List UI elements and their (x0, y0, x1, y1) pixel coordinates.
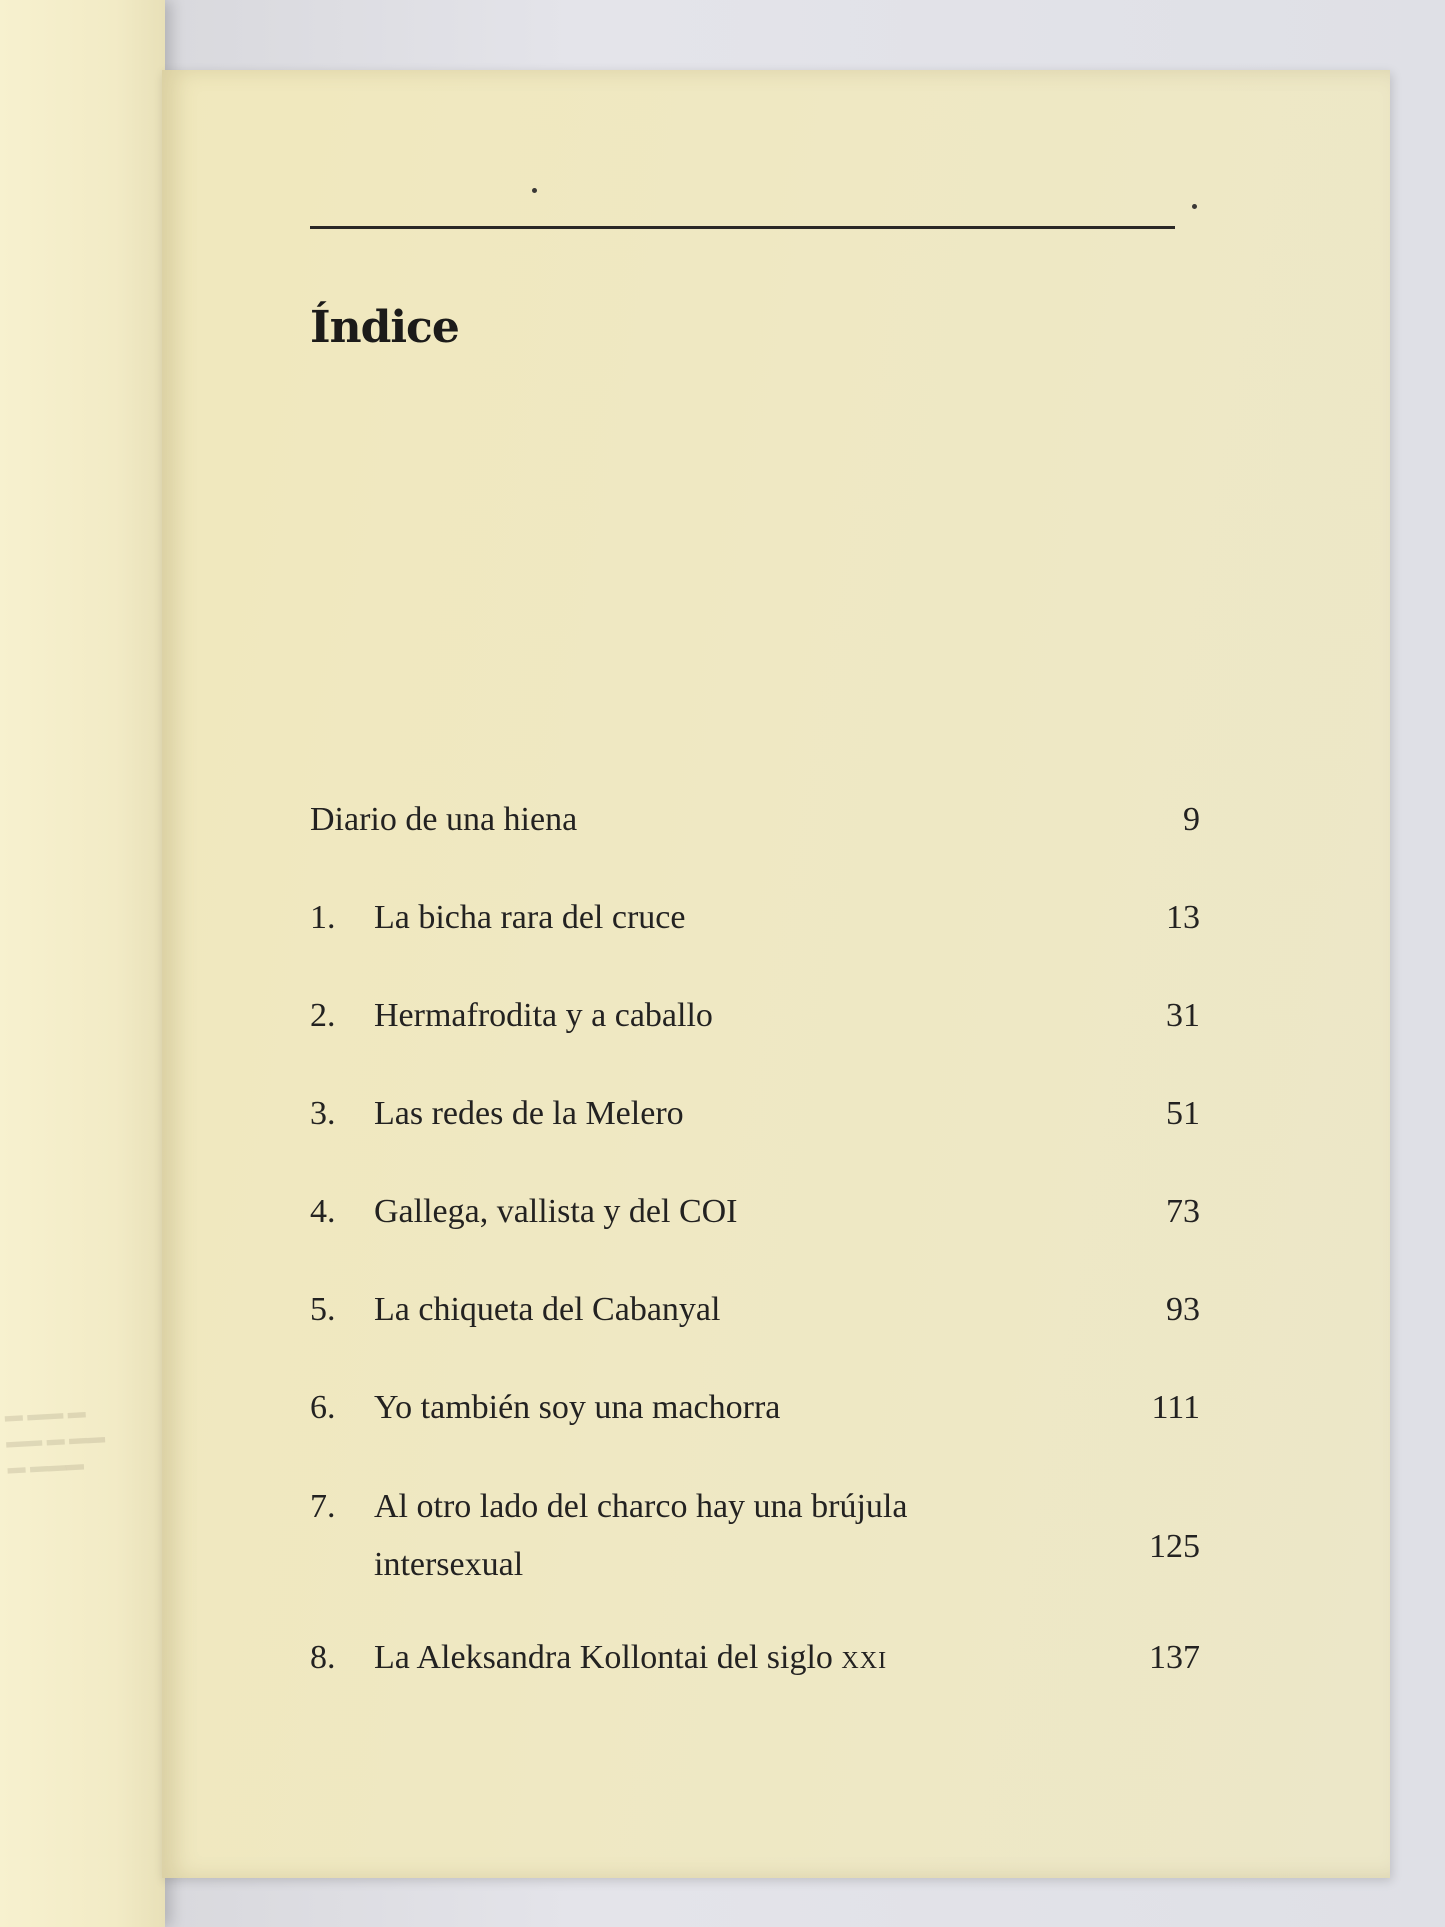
toc-entry (310, 1182, 1200, 1242)
entry-title: Hermafrodita y a caballo (374, 997, 713, 1034)
speck (1192, 204, 1197, 209)
toc-entry (310, 1378, 1200, 1438)
entry-page: 125 (1149, 1528, 1200, 1565)
toc-entry (310, 986, 1200, 1046)
toc-list (310, 790, 1200, 1688)
entry-page: 73 (1166, 1193, 1200, 1230)
entry-title (374, 1478, 1120, 1594)
entry-number: 4. (310, 1193, 336, 1230)
entry-title: Gallega, vallista y del COI (374, 1193, 738, 1230)
entry-page: 31 (1166, 997, 1200, 1034)
entry-number: 3. (310, 1095, 336, 1132)
toc-entry (310, 1084, 1200, 1144)
toc-page (162, 70, 1390, 1878)
entry-number: 7. (310, 1488, 336, 1525)
entry-number: 8. (310, 1639, 336, 1676)
entry-number: 5. (310, 1291, 336, 1328)
entry-title-text: La Aleksandra Kollontai del siglo (374, 1639, 833, 1676)
toc-entry (310, 1628, 1200, 1688)
entry-page: 93 (1166, 1291, 1200, 1328)
entry-title: Las redes de la Melero (374, 1095, 684, 1132)
entry-number: 1. (310, 899, 336, 936)
speck (532, 188, 537, 193)
toc-entry (310, 1478, 1200, 1594)
entry-title-line: Al otro lado del charco hay una brújula (374, 1488, 908, 1525)
entry-page: 9 (1183, 801, 1200, 838)
entry-page: 51 (1166, 1095, 1200, 1132)
entry-title: Yo también soy una machorra (374, 1389, 781, 1426)
entry-number: 6. (310, 1389, 336, 1426)
entry-page: 13 (1166, 899, 1200, 936)
entry-title: La chiqueta del Cabanyal (374, 1291, 721, 1328)
toc-entry (310, 888, 1200, 948)
entry-title: La bicha rara del cruce (374, 899, 686, 936)
entry-title (374, 1628, 1120, 1688)
roman-numeral: xxi (841, 1639, 888, 1676)
bleed-through-text: ▬ ▬▬ ▬ ▬▬ ▬ ▬▬ ▬ ▬▬▬ (4, 1401, 106, 1478)
entry-number: 2. (310, 997, 336, 1034)
entry-page: 111 (1151, 1389, 1200, 1426)
entry-title: Diario de una hiena (310, 801, 578, 838)
header-rule (310, 226, 1175, 229)
toc-entry (310, 1280, 1200, 1340)
left-page (0, 0, 165, 1927)
page-title: Índice (310, 302, 459, 353)
entry-page: 137 (1149, 1639, 1200, 1676)
entry-title-line: intersexual (374, 1546, 524, 1583)
toc-entry (310, 790, 1200, 850)
